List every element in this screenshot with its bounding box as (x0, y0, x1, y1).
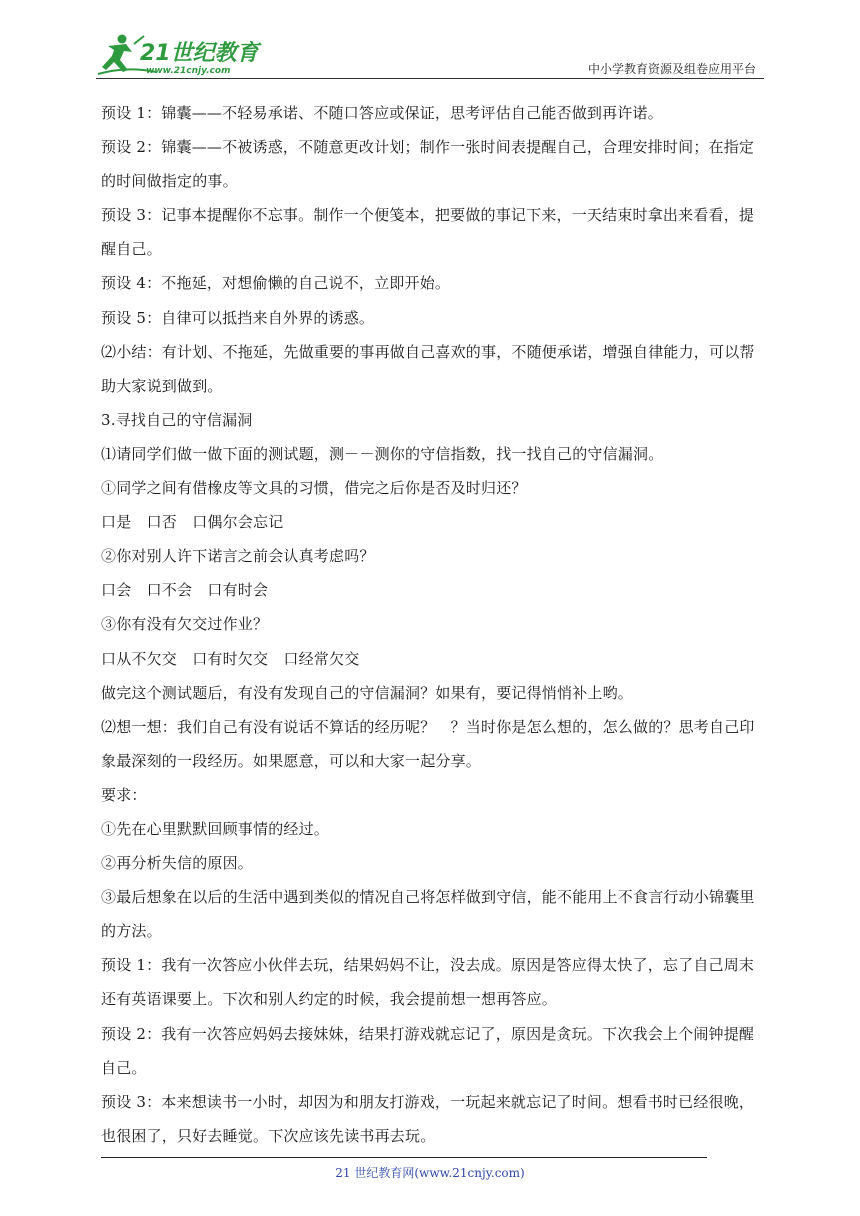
paragraph: 预设 1：锦囊——不轻易承诺、不随口答应或保证，思考评估自己能否做到再许诺。 (101, 104, 663, 122)
platform-name: 中小学教育资源及组卷应用平台 (587, 62, 756, 76)
paragraph: 做完这个测试题后，有没有发现自己的守信漏洞？如果有，要记得悄悄补上哟。 (101, 683, 634, 702)
document-body (101, 96, 766, 1153)
question-options: 口是 口否 口偶尔会忘记 (101, 513, 284, 532)
page-header (0, 0, 860, 80)
logo-runner-icon (96, 30, 266, 78)
header-divider (96, 78, 764, 79)
paragraph: 预设 3：本来想读书一小时，却因为和朋友打游戏，一玩起来就忘记了时间。想看书时已经很晚，也很困了，只好去睡觉。下次应该先读书再去玩。 (101, 1092, 755, 1145)
paragraph: 预设 4：不拖延，对想偷懒的自己说不，立即开始。 (101, 274, 451, 293)
paragraph: 要求： (101, 785, 147, 804)
question: ②你对别人许下诺言之前会认真考虑吗？ (101, 547, 375, 566)
logo-text: 21世纪教育 (140, 41, 259, 66)
logo-url: www.21cnjy.com (146, 66, 231, 76)
paragraph: 预设 2：我有一次答应妈妈去接妹妹，结果打游戏就忘记了，原因是贪玩。下次我会上个闹钟提醒自己。 (101, 1024, 755, 1077)
section-heading: 3.寻找自己的守信漏洞 (101, 410, 253, 429)
requirement-item: ③最后想象在以后的生活中遇到类似的情况自己将怎样做到守信，能不能用上不食言行动小锦囊里的方法。 (101, 888, 755, 941)
paragraph: ⑴请同学们做一做下面的测试题，测－－测你的守信指数，找一找自己的守信漏洞。 (101, 444, 664, 463)
requirement-item: ②再分析失信的原因。 (101, 854, 254, 873)
question: ①同学之间有借橡皮等文具的习惯，借完之后你是否及时归还？ (101, 479, 527, 498)
footer-divider (101, 1157, 707, 1158)
site-logo[interactable] (96, 30, 266, 78)
requirement-item: ①先在心里默默回顾事情的经过。 (101, 819, 330, 838)
question-options: 口从不欠交 口有时欠交 口经常欠交 (101, 649, 360, 668)
paragraph: 预设 3：记事本提醒你不忘事。制作一个便笺本，把要做的事记下来，一天结束时拿出来看看，提醒自己。 (101, 206, 755, 259)
question: ③你有没有欠交过作业？ (101, 615, 269, 634)
paragraph: 预设 1：我有一次答应小伙伴去玩，结果妈妈不让，没去成。原因是答应得太快了，忘了自己周末还有英语课要上。下次和别人约定的时候，我会提前想一想再答应。 (101, 956, 755, 1009)
question-options: 口会 口不会 口有时会 (101, 581, 269, 600)
paragraph: ⑵想一想：我们自己有没有说话不算话的经历呢？ ？当时你是怎么想的，怎么做的？思考自己印象最深刻的一段经历。如果愿意，可以和大家一起分享。 (101, 717, 755, 770)
paragraph: 预设 2：锦囊——不被诱惑，不随意更改计划；制作一张时间表提醒自己，合理安排时间；在指定的时间做指定的事。 (101, 138, 755, 191)
page-footer[interactable]: 21 世纪教育网(www.21cnjy.com) (335, 1166, 525, 1180)
paragraph: 预设 5：自律可以抵挡来自外界的诱惑。 (101, 308, 375, 327)
paragraph: ⑵小结：有计划、不拖延，先做重要的事再做自己喜欢的事，不随便承诺，增强自律能力，可以帮助大家说到做到。 (101, 342, 755, 395)
